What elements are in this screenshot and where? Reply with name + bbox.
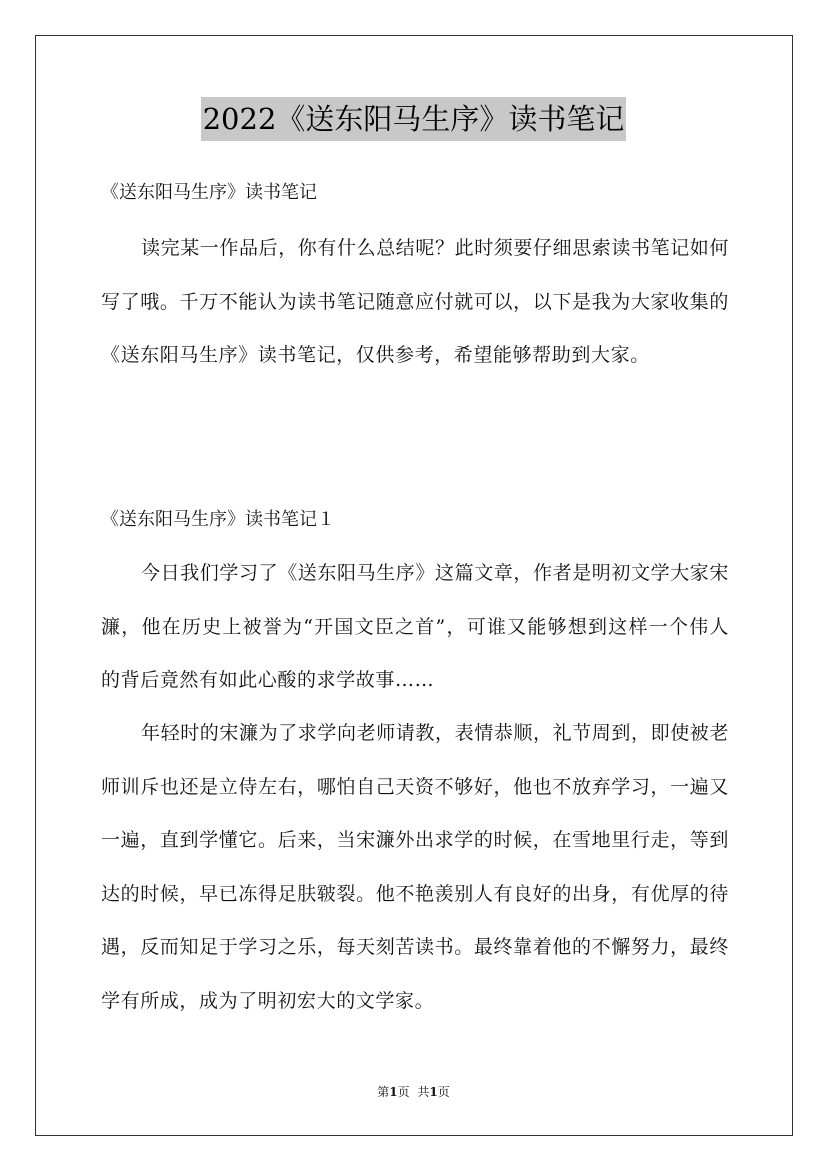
intro-heading: 《送东阳马生序》读书笔记 [101,182,317,203]
intro-paragraph: 读完某一作品后，你有什么总结呢？此时须要仔细思索读书笔记如何写了哦。千万不能认为读书笔记随意应付就可以，以下是我为大家收集的《送东阳马生序》读书笔记，仅供参考，希望能够帮助到大家。 [101,237,730,366]
document-title: 2022《送东阳马生序》读书笔记 [201,97,627,141]
section1-paragraph-2: 年轻时的宋濂为了求学向老师请教，表情恭顺，礼节周到，即使被老师训斥也还是立侍左右，哪怕自己天资不够好，他也不放弃学习，一遍又一遍，直到学懂它。后来，当宋濂外出求学的时候，在雪地里行走，等到达的时候，早已冻得足肤皲裂。他不艳羡别人有良好的出身，有优厚的待遇，反而知足于学习之乐，每天刻苦读书。最终靠着他的不懈努力，最终学有所成，成为了明初宏大的文学家。 [101,722,730,1012]
page-suffix: 页 [397,1085,410,1099]
page-number: 1 [389,1085,398,1099]
total-prefix: 共 [417,1085,430,1099]
title-container [0,97,827,141]
section1-paragraph-1: 今日我们学习了《送东阳马生序》这篇文章，作者是明初文学大家宋濂，他在历史上被誉为“开国文臣之首”，可谁又能够想到这样一个伟人的背后竟然有如此心酸的求学故事…… [101,562,730,691]
total-number: 1 [429,1085,438,1099]
page-prefix: 第 [377,1085,390,1099]
page-footer [0,1083,827,1101]
section1-heading: 《送东阳马生序》读书笔记１ [101,509,335,530]
total-suffix: 页 [437,1085,450,1099]
